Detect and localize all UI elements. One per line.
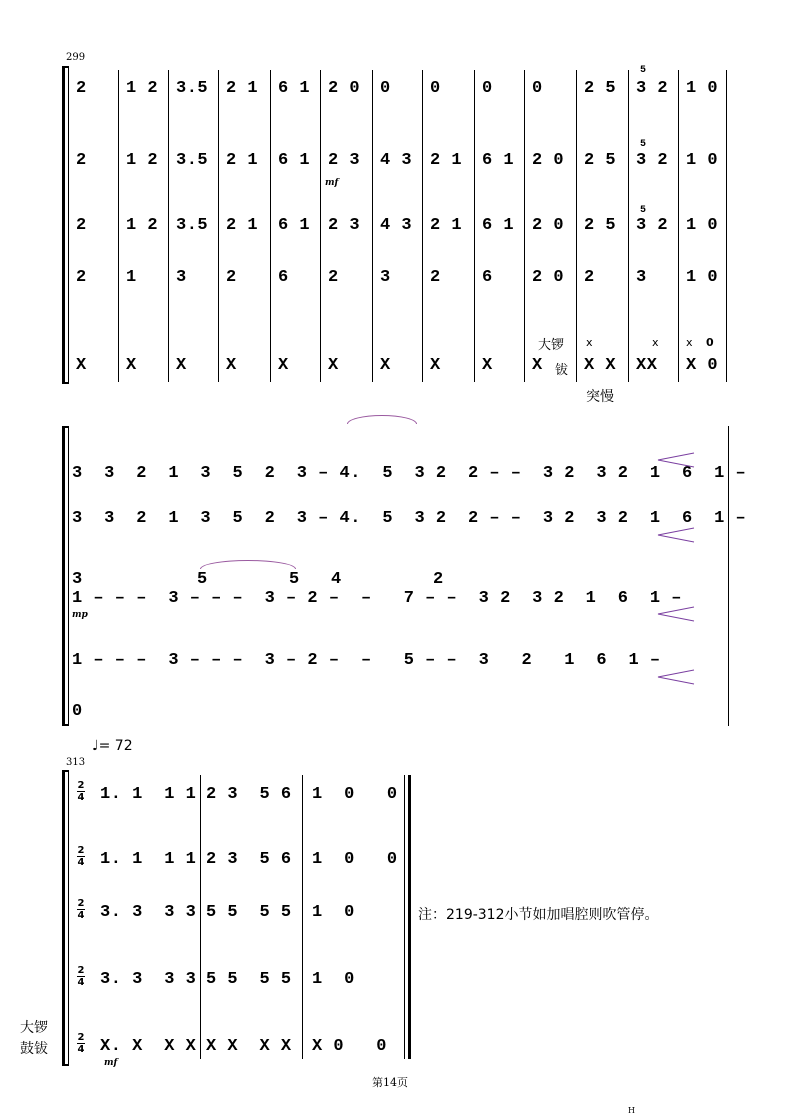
perc-small-x: x <box>686 336 693 349</box>
final-barline-thin <box>404 775 405 1059</box>
perc-label-gong: 大锣 <box>20 1020 48 1036</box>
note-cell: 0 <box>380 79 391 98</box>
measure-number: 299 <box>66 52 86 63</box>
note-cell: 1 2 <box>126 216 159 235</box>
note-cell: 2 0 <box>328 79 361 98</box>
slur <box>347 415 417 424</box>
note-cell: XX <box>636 356 658 375</box>
note-cell: X <box>176 356 187 375</box>
crescendo-hairpin <box>656 669 696 685</box>
staff-row-4: 1 – – – 3 – – – 3 – 2 – – 5 – – 3 2 1 6 1 – <box>72 651 661 670</box>
system-barline <box>68 66 69 384</box>
note-cell: 2 3 <box>328 151 361 170</box>
note-cell: 3.5 <box>176 79 209 98</box>
note-cell: 4 3 <box>380 216 413 235</box>
grace-note: 5 <box>640 205 647 216</box>
time-signature <box>76 780 86 803</box>
note-cell: 3.5 <box>176 216 209 235</box>
slur <box>200 560 296 569</box>
note-cell: 0 <box>532 79 543 98</box>
note-cell: X X X X <box>206 1037 292 1056</box>
note-cell: 4 3 <box>380 151 413 170</box>
time-signature-top: 2 <box>77 780 85 791</box>
note-cell: 2 1 <box>430 151 463 170</box>
system-barline <box>68 426 69 726</box>
note-cell: 5 5 5 5 <box>206 970 292 989</box>
note-cell: 1 2 <box>126 79 159 98</box>
perc-small-zero: 0 <box>706 336 714 349</box>
barline <box>628 70 629 382</box>
system-bracket <box>62 426 65 726</box>
barline <box>678 70 679 382</box>
system-bracket <box>62 66 65 384</box>
dynamic-mf: mf <box>325 178 339 188</box>
final-barline-thick <box>408 775 411 1059</box>
page-number: 第14页 <box>372 1076 408 1089</box>
time-signature-top: 2 <box>77 898 85 909</box>
grace-note: 5 <box>640 139 647 150</box>
note-cell: 2 1 <box>430 216 463 235</box>
quarter-note-icon: ♩ <box>92 738 99 754</box>
tempo-marking: ♩= 72 <box>92 738 133 754</box>
note-cell: 2 <box>328 268 339 287</box>
perc-label-gong: 大锣 <box>538 338 565 353</box>
note-cell: 3 <box>380 268 391 287</box>
note-cell: 2 <box>76 79 87 98</box>
note-cell: 2 1 <box>226 151 259 170</box>
barline <box>372 70 373 382</box>
barline <box>576 70 577 382</box>
time-signature-bottom: 4 <box>77 792 85 803</box>
note-cell: X <box>328 356 339 375</box>
note-cell: X. X X X <box>100 1037 197 1056</box>
barline <box>118 70 119 382</box>
barline <box>726 70 727 382</box>
note-cell: 1 0 0 <box>312 850 398 869</box>
note-cell: 1 0 <box>312 903 355 922</box>
note-cell: 6 1 <box>278 79 311 98</box>
note-cell: 3. 3 3 3 <box>100 970 197 989</box>
note-cell: 2 1 <box>226 216 259 235</box>
barline <box>320 70 321 382</box>
perc-small-x: x <box>652 336 659 349</box>
note-cell: X 0 0 <box>312 1037 387 1056</box>
note-cell: 3 2 <box>636 79 669 98</box>
note-cell: 2 <box>76 151 87 170</box>
note-cell: 2 5 <box>584 151 617 170</box>
system-bracket <box>62 770 65 1066</box>
barline <box>270 70 271 382</box>
corner-mark: H <box>628 1106 635 1115</box>
time-signature <box>76 845 86 868</box>
note-cell: X <box>76 356 87 375</box>
upper-note: 3 <box>72 570 83 589</box>
crescendo-hairpin <box>656 452 696 468</box>
note-cell: 1. 1 1 1 <box>100 850 197 869</box>
barline <box>422 70 423 382</box>
staff-row-1: 3 3 2 1 3 5 2 3 – 4. 5 3 2 2 – – 3 2 3 2 1 6 1 – <box>72 464 747 483</box>
note-cell: X 0 <box>686 356 719 375</box>
upper-note: 5 <box>197 570 208 589</box>
note-cell: 2 3 5 6 <box>206 785 292 804</box>
crescendo-hairpin <box>656 606 696 622</box>
note-cell: X <box>532 356 543 375</box>
barline <box>524 70 525 382</box>
note-cell: 2 3 <box>328 216 361 235</box>
note-cell: 1 0 <box>312 970 355 989</box>
note-cell: 1. 1 1 1 <box>100 785 197 804</box>
note-cell: 3 <box>176 268 187 287</box>
note-cell: 2 <box>76 216 87 235</box>
note-cell: 6 <box>482 268 493 287</box>
note-cell: 0 <box>482 79 493 98</box>
note-cell: X <box>226 356 237 375</box>
crescendo-hairpin <box>656 527 696 543</box>
note-cell: 2 0 <box>532 151 565 170</box>
note-cell: 2 <box>226 268 237 287</box>
time-signature <box>76 1032 86 1055</box>
time-signature-top: 2 <box>77 1032 85 1043</box>
perc-small-x: x <box>586 336 593 349</box>
note-cell: 1 0 <box>686 151 719 170</box>
footnote: 注：219-312小节如加唱腔则吹管停。 <box>418 907 659 923</box>
barline <box>302 775 303 1059</box>
note-cell: 2 5 <box>584 216 617 235</box>
note-cell: 2 5 <box>584 79 617 98</box>
note-cell: X <box>380 356 391 375</box>
note-cell: 1 0 <box>686 79 719 98</box>
perc-label-drum-cymbal: 鼓钹 <box>20 1041 48 1057</box>
barline <box>168 70 169 382</box>
note-cell: 6 1 <box>482 151 515 170</box>
note-cell: 2 <box>584 268 595 287</box>
system-barline <box>68 770 69 1066</box>
time-signature-top: 2 <box>77 845 85 856</box>
grace-note: 5 <box>640 65 647 76</box>
note-cell: 2 <box>76 268 87 287</box>
barline <box>200 775 201 1059</box>
barline <box>218 70 219 382</box>
time-signature-bottom: 4 <box>77 857 85 868</box>
note-cell: X <box>482 356 493 375</box>
note-cell: 2 <box>430 268 441 287</box>
staff-row-5: 0 <box>72 702 83 721</box>
perc-label-cymbal: 钹 <box>555 363 569 378</box>
note-cell: 5 5 5 5 <box>206 903 292 922</box>
dynamic-mp: mp <box>72 610 88 620</box>
note-cell: 2 0 <box>532 216 565 235</box>
staff-row-3: 1 – – – 3 – – – 3 – 2 – – 7 – – 3 2 3 2 1 6 1 – <box>72 589 682 608</box>
note-cell: X <box>278 356 289 375</box>
upper-note: 5 <box>289 570 300 589</box>
note-cell: 6 1 <box>278 151 311 170</box>
note-cell: 1 0 0 <box>312 785 398 804</box>
note-cell: 3. 3 3 3 <box>100 903 197 922</box>
note-cell: 0 <box>430 79 441 98</box>
dynamic-mf: mf <box>104 1058 118 1068</box>
note-cell: X <box>126 356 137 375</box>
time-signature-bottom: 4 <box>77 977 85 988</box>
note-cell: 3 2 <box>636 151 669 170</box>
note-cell: X X <box>584 356 617 375</box>
tempo-text-sudden-slow: 突慢 <box>586 389 614 405</box>
note-cell: 6 <box>278 268 289 287</box>
note-cell: 1 0 <box>686 268 719 287</box>
note-cell: 3 <box>636 268 647 287</box>
upper-note: 4 <box>331 570 342 589</box>
note-cell: X <box>430 356 441 375</box>
time-signature <box>76 965 86 988</box>
time-signature-bottom: 4 <box>77 910 85 921</box>
upper-note: 2 <box>433 570 444 589</box>
note-cell: 3 2 <box>636 216 669 235</box>
time-signature-top: 2 <box>77 965 85 976</box>
barline <box>474 70 475 382</box>
staff-row-2: 3 3 2 1 3 5 2 3 – 4. 5 3 2 2 – – 3 2 3 2 1 6 1 – <box>72 509 747 528</box>
note-cell: 2 3 5 6 <box>206 850 292 869</box>
note-cell: 1 <box>126 268 137 287</box>
time-signature-bottom: 4 <box>77 1044 85 1055</box>
time-signature <box>76 898 86 921</box>
measure-number: 313 <box>66 757 86 768</box>
note-cell: 2 1 <box>226 79 259 98</box>
note-cell: 2 0 <box>532 268 565 287</box>
note-cell: 1 0 <box>686 216 719 235</box>
note-cell: 6 1 <box>278 216 311 235</box>
note-cell: 6 1 <box>482 216 515 235</box>
note-cell: 1 2 <box>126 151 159 170</box>
note-cell: 3.5 <box>176 151 209 170</box>
